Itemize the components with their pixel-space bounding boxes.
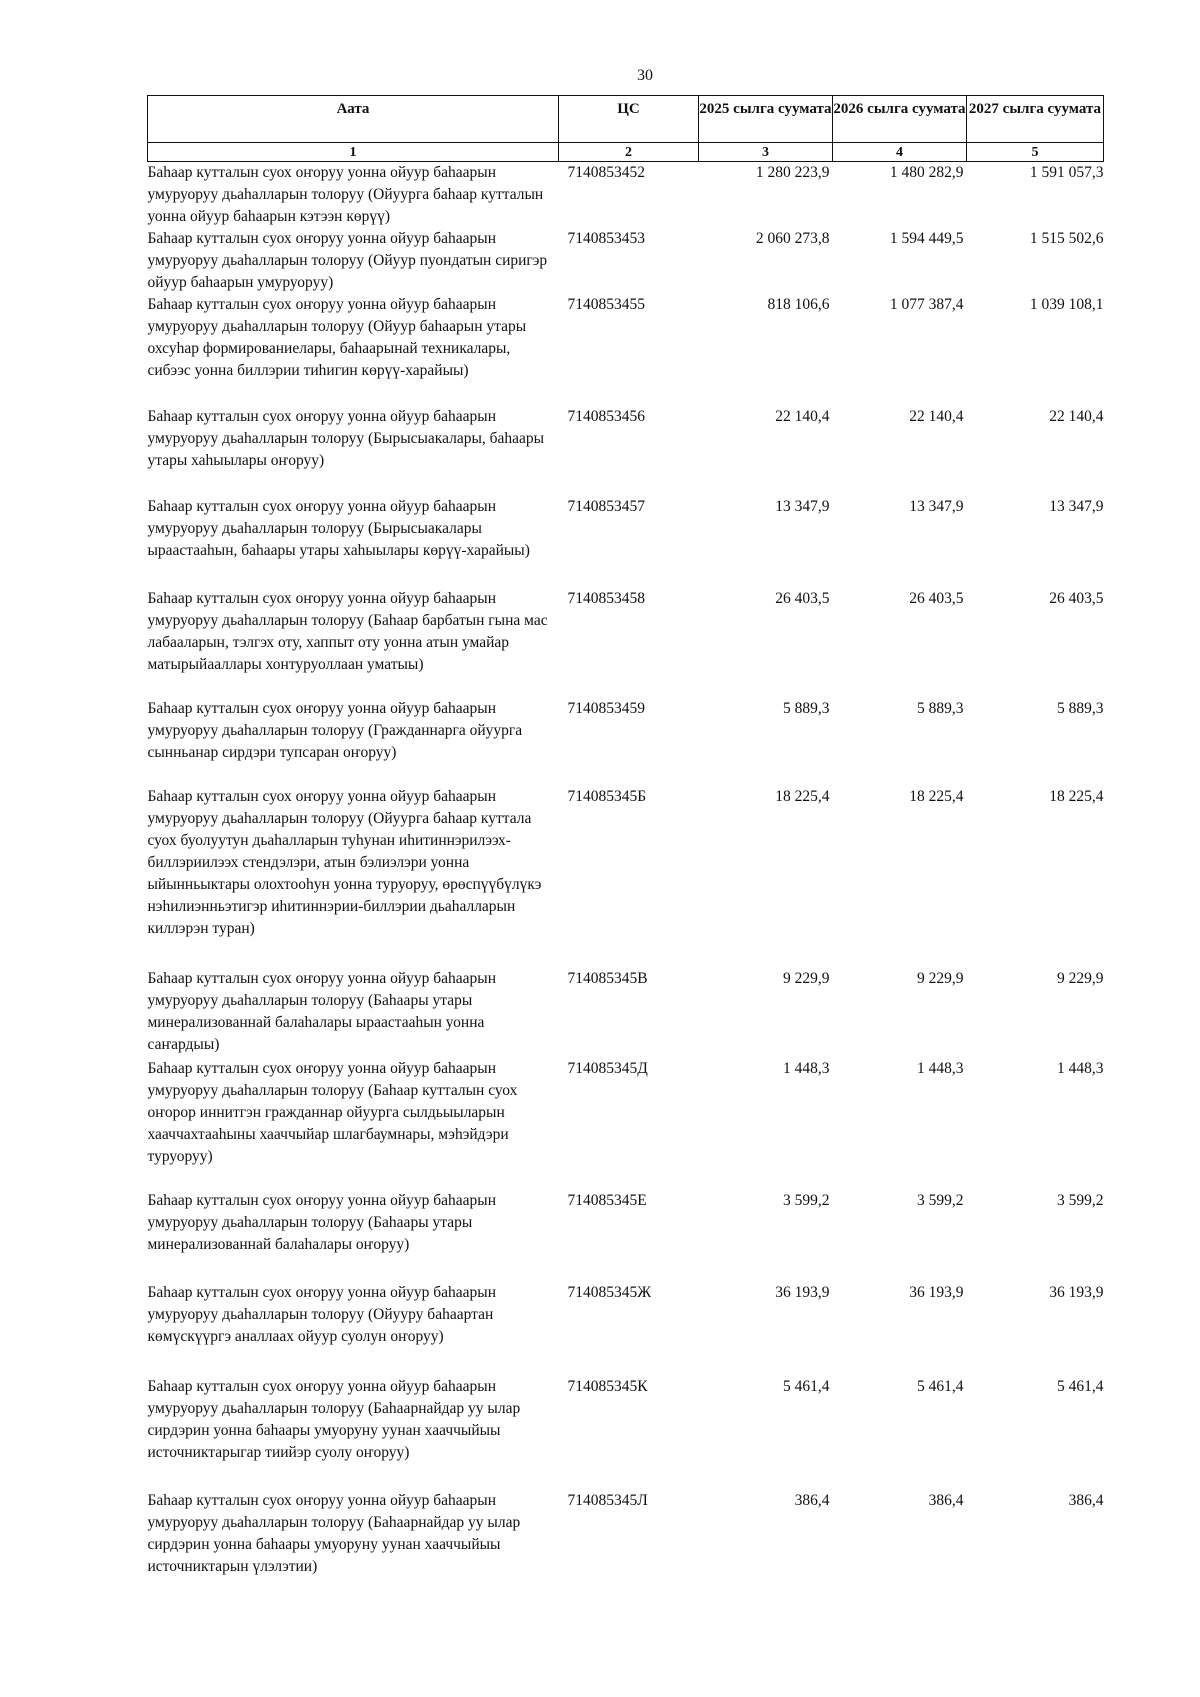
row-value-2027: 5 889,3 <box>1057 700 1104 717</box>
row-name: Баһаар кутталын суох оҥоруу уонна ойуур баһаарын умуруоруу дьаһалларын толоруу (Баһаарнайдар уу ылар сирдэрин уонна баһаары умуоруну уунан хааччыйыы источниктарын үлэлэтии) <box>147 1492 521 1575</box>
row-value-2026: 9 229,9 <box>917 970 964 987</box>
row-name: Баһаар кутталын суох оҥоруу уонна ойуур баһаарын умуруоруу дьаһалларын толоруу (Гражданнарга ойуурга сынньанар сирдэри тупсаран оҥоруу) <box>147 700 523 761</box>
row-code: 7140853459 <box>567 700 645 717</box>
row-value-2026: 36 193,9 <box>909 1284 964 1301</box>
row-value-2026: 1 594 449,5 <box>889 230 964 247</box>
table-row <box>148 228 1104 294</box>
page-number: 30 <box>637 67 653 84</box>
table-body <box>148 162 1104 1583</box>
table-row <box>148 406 1104 496</box>
row-name: Баһаар кутталын суох оҥоруу уонна ойуур баһаарын умуруоруу дьаһалларын толоруу (Баһаары утары минерализованнай балаһалары ыраастааһын уонна саҥардыы) <box>147 970 497 1053</box>
column-number-row <box>148 143 1104 162</box>
row-value-2026: 5 889,3 <box>917 700 964 717</box>
row-value-2025: 9 229,9 <box>783 970 830 987</box>
row-name: Баһаар кутталын суох оҥоруу уонна ойуур баһаарын умуруоруу дьаһалларын толоруу (Баһаар барбатын гына мас лабааларын, тэлгэх оту, хаппыт оту уонна атын умайар матырыйааллары хонтуруоллаан уматыы) <box>147 590 548 673</box>
table-row <box>148 1490 1104 1582</box>
table-row <box>148 1058 1104 1190</box>
column-number: 1 <box>148 143 559 162</box>
table-row <box>148 698 1104 786</box>
row-value-2025: 22 140,4 <box>775 408 830 425</box>
row-value-2027: 13 347,9 <box>1049 498 1104 515</box>
row-code: 7140853457 <box>567 498 645 515</box>
row-name: Баһаар кутталын суох оҥоруу уонна ойуур баһаарын умуруоруу дьаһалларын толоруу (Бырысыакалары, баһаары утары хаһыылары оҥоруу) <box>147 408 545 469</box>
column-number: 3 <box>699 143 833 162</box>
row-value-2026: 13 347,9 <box>909 498 964 515</box>
row-value-2027: 36 193,9 <box>1049 1284 1104 1301</box>
row-value-2026: 26 403,5 <box>909 590 964 607</box>
column-number: 4 <box>833 143 967 162</box>
header-row <box>148 96 1104 143</box>
row-code: 7140853456 <box>567 408 645 425</box>
table-row <box>148 968 1104 1058</box>
row-value-2025: 5 461,4 <box>783 1378 830 1395</box>
row-value-2027: 1 039 108,1 <box>1029 296 1104 313</box>
row-name: Баһаар кутталын суох оҥоруу уонна ойуур баһаарын умуруоруу дьаһалларын толоруу (Баһаарнайдар уу ылар сирдэрин уонна баһаары умуоруну уунан хааччыйыы источниктарыгар тиийэр суолу оҥоруу) <box>147 1378 521 1461</box>
row-value-2026: 22 140,4 <box>909 408 964 425</box>
table-row <box>148 162 1104 229</box>
row-value-2025: 818 106,6 <box>767 296 830 313</box>
header-2025: 2025 сылга суумата <box>699 96 833 143</box>
row-value-2026: 1 448,3 <box>917 1060 964 1077</box>
row-code: 7140853455 <box>567 296 645 313</box>
row-value-2027: 3 599,2 <box>1057 1192 1104 1209</box>
row-name: Баһаар кутталын суох оҥоруу уонна ойуур баһаарын умуруоруу дьаһалларын толоруу (Ойуурга баһаар куттала суох буолуутун дьаһалларын туһунан иһитиннэрилээх-биллэриилээх стендэлэри, атын бэлиэлэри уонна ыйынньыктары олохтооһун уонна туруоруу, өрөспүүбүлүкэ нэһилиэнньэтигэр иһитиннэрии-биллэрии дьаһалларын киллэрэн туран) <box>147 788 542 937</box>
column-number: 2 <box>559 143 699 162</box>
row-value-2027: 386,4 <box>1068 1492 1104 1509</box>
row-value-2025: 2 060 273,8 <box>755 230 830 247</box>
row-value-2026: 5 461,4 <box>917 1378 964 1395</box>
row-value-2025: 3 599,2 <box>783 1192 830 1209</box>
row-value-2027: 1 448,3 <box>1057 1060 1104 1077</box>
row-value-2025: 26 403,5 <box>775 590 830 607</box>
row-value-2025: 386,4 <box>794 1492 830 1509</box>
row-name: Баһаар кутталын суох оҥоруу уонна ойуур баһаарын умуруоруу дьаһалларын толоруу (Ойуурга баһаар кутталын уонна ойуур баһаарын кэтээн көрүү) <box>147 164 544 225</box>
budget-table <box>147 95 1104 1582</box>
row-code: 714085345Д <box>567 1060 648 1077</box>
header-code: ЦС <box>559 96 699 143</box>
table-row <box>148 1376 1104 1490</box>
row-value-2027: 5 461,4 <box>1057 1378 1104 1395</box>
row-value-2027: 1 591 057,3 <box>1029 164 1104 181</box>
row-name: Баһаар кутталын суох оҥоруу уонна ойуур баһаарын умуруоруу дьаһалларын толоруу (Ойуур пуондатын сиригэр ойуур баһаарын умуруоруу) <box>147 230 548 291</box>
row-code: 714085345Ж <box>567 1284 652 1301</box>
row-value-2025: 1 448,3 <box>783 1060 830 1077</box>
row-code: 714085345Е <box>567 1192 647 1209</box>
row-code: 714085345Л <box>567 1492 648 1509</box>
row-code: 714085345В <box>567 970 648 987</box>
table-row <box>148 786 1104 968</box>
row-value-2025: 5 889,3 <box>783 700 830 717</box>
row-value-2026: 386,4 <box>928 1492 964 1509</box>
table-row <box>148 1282 1104 1376</box>
row-name: Баһаар кутталын суох оҥоруу уонна ойуур баһаарын умуруоруу дьаһалларын толоруу (Ойуур баһаарын утары охсуһар формированиелары, баһаарынай техникалары, сибээс уонна биллэрии тиһигин көрүү-харайыы) <box>147 296 527 379</box>
row-code: 714085345Б <box>567 788 647 805</box>
row-name: Баһаар кутталын суох оҥоруу уонна ойуур баһаарын умуруоруу дьаһалларын толоруу (Ойууру баһаартан көмүскүүргэ аналлаах ойуур суолун оҥоруу) <box>147 1284 497 1345</box>
row-code: 7140853452 <box>567 164 645 181</box>
table-row <box>148 294 1104 406</box>
row-value-2025: 1 280 223,9 <box>755 164 830 181</box>
header-2027: 2027 сылга суумата <box>967 96 1104 143</box>
row-value-2027: 18 225,4 <box>1049 788 1104 805</box>
table-row <box>148 588 1104 698</box>
row-code: 7140853453 <box>567 230 645 247</box>
row-name: Баһаар кутталын суох оҥоруу уонна ойуур баһаарын умуруоруу дьаһалларын толоруу (Бырысыакалары ыраастааһын, баһаары утары хаһыылары көрүү-харайыы) <box>147 498 530 559</box>
row-value-2026: 18 225,4 <box>909 788 964 805</box>
row-value-2026: 1 480 282,9 <box>889 164 964 181</box>
header-2026: 2026 сылга суумата <box>833 96 967 143</box>
row-value-2027: 26 403,5 <box>1049 590 1104 607</box>
column-number: 5 <box>967 143 1104 162</box>
row-value-2025: 13 347,9 <box>775 498 830 515</box>
row-value-2026: 3 599,2 <box>917 1192 964 1209</box>
row-name: Баһаар кутталын суох оҥоруу уонна ойуур баһаарын умуруоруу дьаһалларын толоруу (Баһаары утары минерализованнай балаһалары оҥоруу) <box>147 1192 497 1253</box>
row-code: 7140853458 <box>567 590 645 607</box>
row-value-2027: 1 515 502,6 <box>1029 230 1104 247</box>
row-value-2025: 18 225,4 <box>775 788 830 805</box>
row-name: Баһаар кутталын суох оҥоруу уонна ойуур баһаарын умуруоруу дьаһалларын толоруу (Баһаар кутталын суох оҥорор иннитгэн гражданнар ойуурга сылдьыыларын хааччахтааһыны хааччыйар шлагбаумнары, мэһэйдэри туруоруу) <box>147 1060 518 1165</box>
row-code: 714085345К <box>567 1378 648 1395</box>
row-value-2027: 9 229,9 <box>1057 970 1104 987</box>
header-name: Аата <box>148 96 559 143</box>
table-row <box>148 496 1104 588</box>
table-row <box>148 1190 1104 1282</box>
row-value-2026: 1 077 387,4 <box>889 296 964 313</box>
row-value-2027: 22 140,4 <box>1049 408 1104 425</box>
budget-table-container <box>147 95 1103 1582</box>
row-value-2025: 36 193,9 <box>775 1284 830 1301</box>
